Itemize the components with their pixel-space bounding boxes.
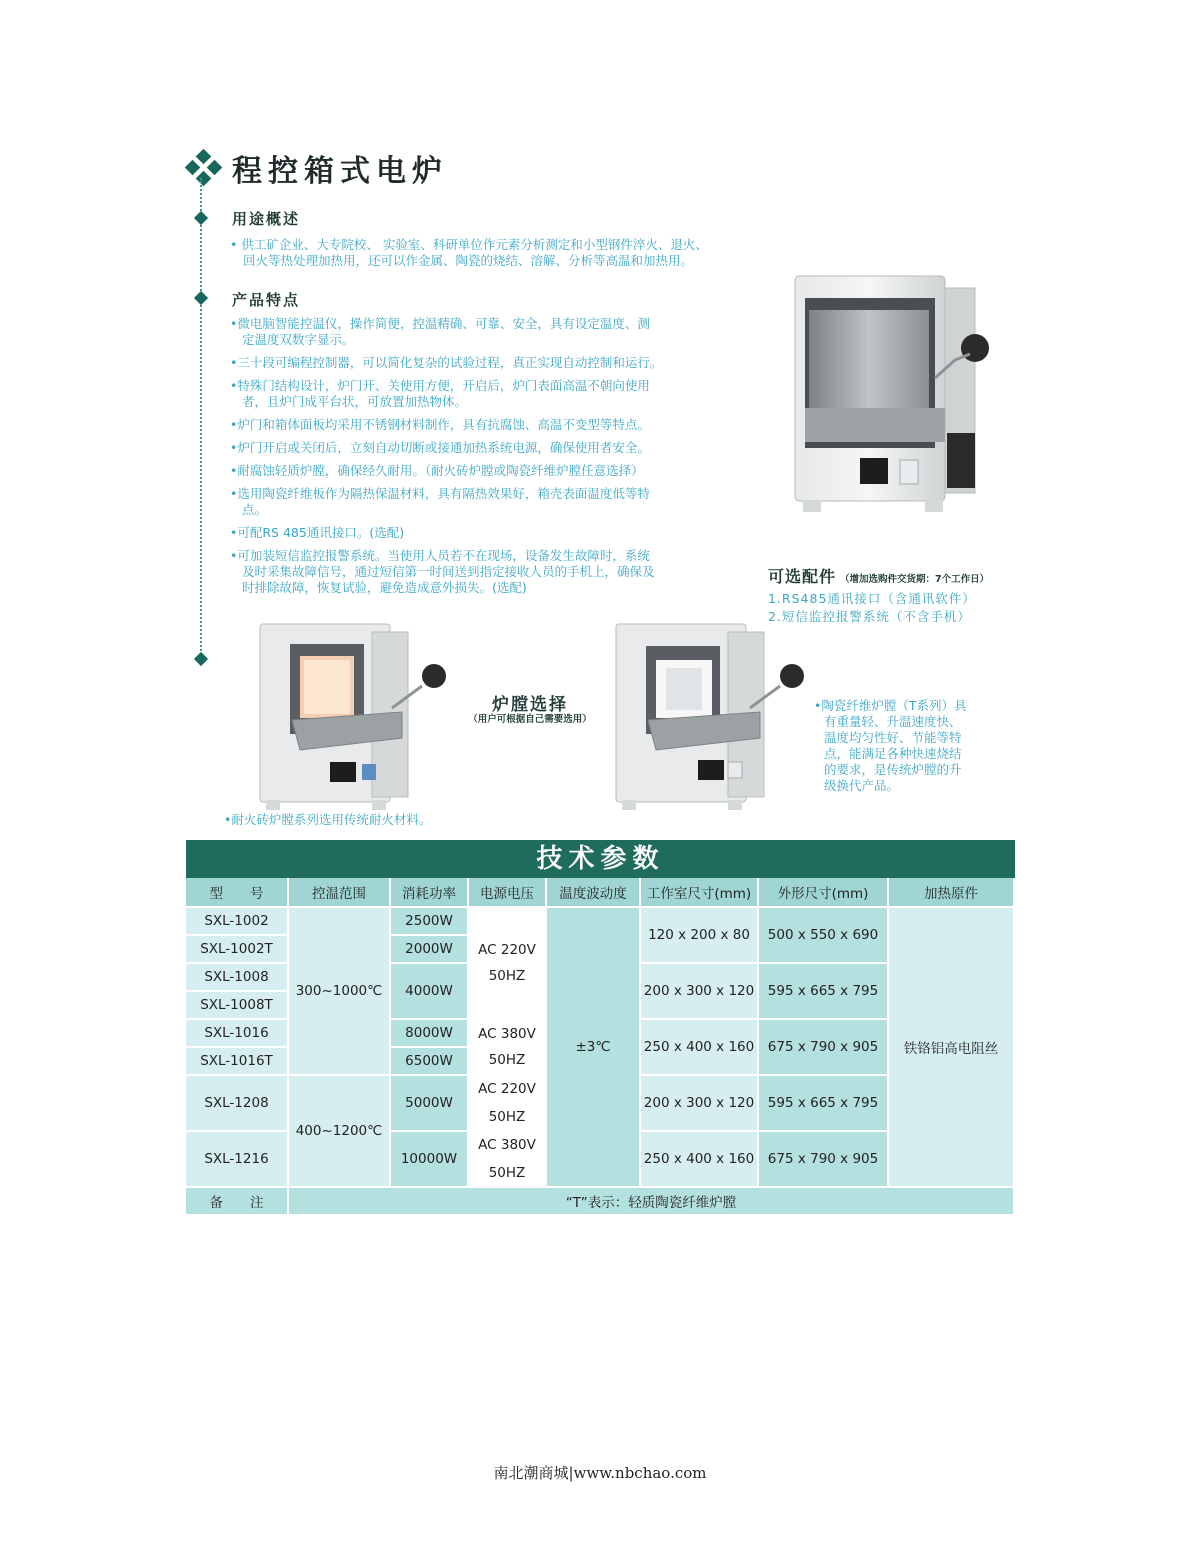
outer-cell: 675 x 790 x 905 [759,1020,889,1076]
voltage-cell: AC 220V 50HZ [469,908,547,1020]
range-cell: 400~1200℃ [289,1076,391,1188]
feature-item: •可加装短信监控报警系统。当使用人员若不在现场，设备发生故障时，系统 及时采集故障信号，通过短信第一时间送到指定接收人员的手机上，确保及 时排除故障，恢复试验，避免造成意外损失。(选配) [230,548,655,595]
table-remark-row [186,1188,1015,1216]
outer-cell: 500 x 550 x 690 [759,908,889,964]
outer-cell: 595 x 665 x 795 [759,1076,889,1132]
model-cell: SXL-1008T [186,992,289,1020]
overview-text: • 供工矿企业、大专院校、 实验室、科研单位作元素分析测定和小型钢件淬火、退火、 回火等热处理加热用，还可以作金属、陶瓷的烧结、溶解、分析等高温和加热用。 [230,237,708,268]
ceramic-chamber-note: •陶瓷纤维炉膛（T系列）具 有重量轻、升温速度快、 温度均匀性好、节能等特 点，能满足各种快速烧结 的要求，是传统炉膛的升 级换代产品。 [814,698,967,793]
feature-item: •微电脑智能控温仪，操作简便，控温精确、可靠、安全，具有设定温度、测 定温度双数字显示。 [230,316,650,347]
voltage-cell: AC 220V [469,1076,547,1104]
voltage-cell: AC 380V [469,1132,547,1160]
table-row [186,908,1015,936]
chamber-cell: 250 x 400 x 160 [641,1132,759,1188]
header-outer: 外形尺寸(mm) [759,878,889,908]
footer-text: 南北潮商城|www.nbchao.com [493,1464,707,1482]
model-cell: SXL-1002T [186,936,289,964]
outer-cell: 595 x 665 x 795 [759,964,889,1020]
diamond-icon [194,211,208,225]
model-cell: SXL-1216 [186,1132,289,1188]
chamber-cell: 250 x 400 x 160 [641,1020,759,1076]
power-cell: 8000W [391,1020,469,1048]
header-power: 消耗功率 [391,878,469,908]
voltage-cell: 50HZ [469,1104,547,1132]
power-cell: 6500W [391,1048,469,1076]
feature-item: •可配RS 485通讯接口。(选配) [230,525,405,540]
feature-item: •炉门和箱体面板均采用不锈钢材料制作，具有抗腐蚀、高温不变型等特点。 [230,417,650,432]
range-cell: 300~1000℃ [289,908,391,1076]
chamber-cell: 120 x 200 x 80 [641,908,759,964]
accessories-note: （增加选购件交货期：7个工作日） [840,574,990,585]
accessory-item: 1.RS485通讯接口（含通讯软件） [768,591,976,606]
model-cell: SXL-1016T [186,1048,289,1076]
chamber-subheading: （用户可根据自己需要选用） [468,714,592,725]
power-cell: 4000W [391,964,469,1020]
features-heading: 产品特点 [232,291,301,309]
table-header-row [186,878,1015,908]
header-chamber: 工作室尺寸(mm) [641,878,759,908]
chamber-cell: 200 x 300 x 120 [641,1076,759,1132]
power-cell: 5000W [391,1076,469,1132]
model-cell: SXL-1208 [186,1076,289,1132]
spec-table-heading: 技术参数 [186,840,1015,878]
fluctuation-cell: ±3℃ [547,908,641,1188]
model-cell: SXL-1008 [186,964,289,992]
header-element: 加热原件 [889,878,1015,908]
features-list [230,316,700,596]
feature-item: •选用陶瓷纤维板作为隔热保温材料，具有隔热效果好，箱壳表面温度低等特 点。 [230,486,650,517]
diamond-icon [194,652,208,666]
header-fluctuation: 温度波动度 [547,878,641,908]
power-cell: 10000W [391,1132,469,1188]
header-model: 型 号 [186,878,289,908]
outer-cell: 675 x 790 x 905 [759,1132,889,1188]
header-range: 控温范围 [289,878,391,908]
model-cell: SXL-1016 [186,1020,289,1048]
dotted-guide-line [200,178,202,658]
chamber-heading: 炉膛选择 [492,695,568,715]
feature-item: •特殊门结构设计，炉门开、关使用方便，开启后，炉门表面高温不朝向使用 者，且炉门成平台状，可放置加热物体。 [230,378,650,409]
feature-item: •三十段可编程控制器，可以简化复杂的试验过程，真正实现自动控制和运行。 [230,355,663,370]
furnace-image-ceramic [612,620,812,810]
element-cell: 铁铬铝高电阻丝 [889,908,1015,1188]
remark-label: 备 注 [186,1188,289,1216]
spec-table [186,878,1015,1216]
brick-chamber-note: •耐火砖炉膛系列选用传统耐火材料。 [224,812,432,827]
accessories-heading: 可选配件 [768,567,837,586]
feature-item: •耐腐蚀轻质炉膛，确保经久耐用。（耐火砖炉膛或陶瓷纤维炉膛任意选择） [230,463,644,478]
accessory-item: 2.短信监控报警系统（不含手机） [768,609,971,624]
power-cell: 2500W [391,908,469,936]
model-cell: SXL-1002 [186,908,289,936]
feature-item: •炉门开启或关闭后，立刻自动切断或接通加热系统电源，确保使用者安全。 [230,440,650,455]
voltage-cell: 50HZ [469,1160,547,1188]
header-voltage: 电源电压 [469,878,547,908]
diamond-icon [194,291,208,305]
page-title-block [186,146,448,190]
furnace-image-main [785,268,995,518]
page-title: 程控箱式电炉 [232,154,448,189]
overview-heading: 用途概述 [232,210,301,228]
power-cell: 2000W [391,936,469,964]
accessories-title-row [768,564,989,587]
remark-text: “T”表示：轻质陶瓷纤维炉膛 [289,1188,1015,1216]
voltage-cell: AC 380V 50HZ [469,1020,547,1076]
furnace-image-brick [252,620,452,810]
diamond-cluster-icon [186,150,222,186]
chamber-cell: 200 x 300 x 120 [641,964,759,1020]
